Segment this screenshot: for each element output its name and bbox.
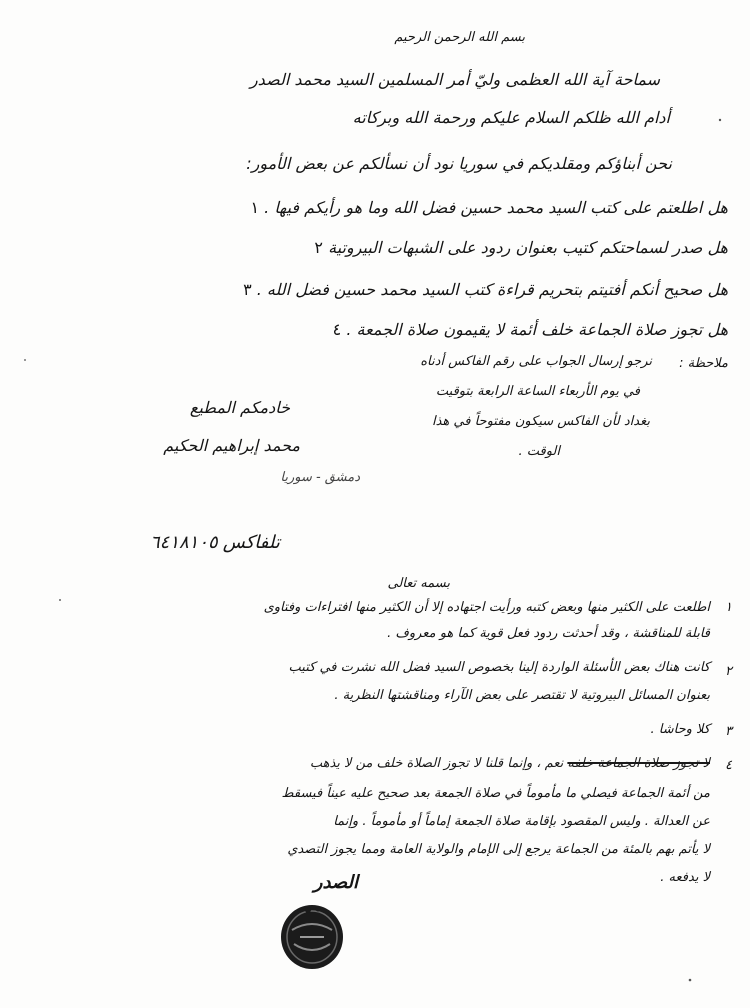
answer-line: قابلة للمناقشة ، وقد أحدثت ردود فعل قوية كما هو معروف . [387,626,710,641]
answer-number: ٤ [725,758,732,773]
answer-line-text: نعم ، وإنما قلنا لا تجوز الصلاة خلف من لا يذهب [309,756,564,771]
fax-number: ٦٤١٨١٠٥ [150,532,218,553]
question-number: ١ [250,198,260,217]
struck-phrase: لا تجوز صلاة الجماعة خلفه [567,756,710,771]
intro-line: نحن أبناؤكم ومقلديكم في سوريا نود أن نسألكم عن بعض الأمور: [246,154,672,173]
signer-detail: دمشق - سوريا [280,470,360,485]
answer-line: لا يأتم بهم بالمئة من الجماعة يرجع إلى الإمام والولاية العامة ومما يجوز التصدي [287,842,710,857]
answer-line: اطلعت على الكثير منها وبعض كتبه ورأيت اجتهاده إلا أن الكثير منها افتراءات وفتاوى [263,600,710,615]
salutation-line-1: سماحة آية الله العظمى وليّ أمر المسلمين السيد محمد الصدر [249,70,660,89]
answer-line: كلا وحاشا . [650,722,710,737]
answer-number: ٢ [725,664,732,679]
answer-line: بعنوان المسائل البيروتية لا تقتصر على بعض الآراء ومناقشتها النظرية . [334,688,710,703]
note-line: بغداد لأن الفاكس سيكون مفتوحاً في هذا [431,414,650,429]
basmala: بسم الله الرحمن الرحيم [394,30,525,45]
fax-label: تلفاكس [222,532,280,553]
note-line: نرجو إرسال الجواب على رقم الفاكس أدناه [420,354,652,369]
answer-line: عن العدالة . وليس المقصود بإقامة صلاة الجمعة إماماً أو مأموماً . وإنما [333,814,710,829]
handwritten-signature: الصدر [313,872,358,893]
note-label: ملاحظة : [679,356,728,371]
question-text: هل تجوز صلاة الجماعة خلف أئمة لا يقيمون صلاة الجمعة . [346,320,728,339]
answer-line: كانت هناك بعض الأسئلة الواردة إلينا بخصوص السيد فضل الله نشرت في كتيب [288,660,710,675]
answer-number: ٣ [725,724,732,739]
question-text: هل صدر لسماحتكم كتيب بعنوان ردود على الشبهات البيروتية [328,238,728,257]
answer-line: من أئمة الجماعة فيصلي ما مأموماً في صلاة الجمعة بعد صحيح عليه عيناً فيسقط [281,786,710,801]
signoff-text: خادمكم المطيع [189,398,290,417]
question-text: هل اطلعتم على كتب السيد محمد حسين فضل الله وما هو رأيكم فيها . [264,198,728,217]
note-line: في يوم الأربعاء الساعة الرابعة بتوقيت [435,384,640,399]
salutation-line-2: أدام الله ظلكم السلام عليكم ورحمة الله وبركاته [352,108,670,127]
question-number: ٤ [332,320,342,339]
answer-heading: بسمه تعالى [387,576,450,591]
answer-line: لا يدفعه . [660,870,710,885]
note-line: الوقت . [518,444,560,459]
signer-name: محمد إبراهيم الحكيم [163,436,300,455]
question-number: ٣ [243,280,252,299]
answer-number: ١ [725,600,732,615]
question-text: هل صحيح أنكم أفتيتم بتحريم قراءة كتب السيد محمد حسين فضل الله . [256,280,728,299]
question-number: ٢ [314,238,324,257]
